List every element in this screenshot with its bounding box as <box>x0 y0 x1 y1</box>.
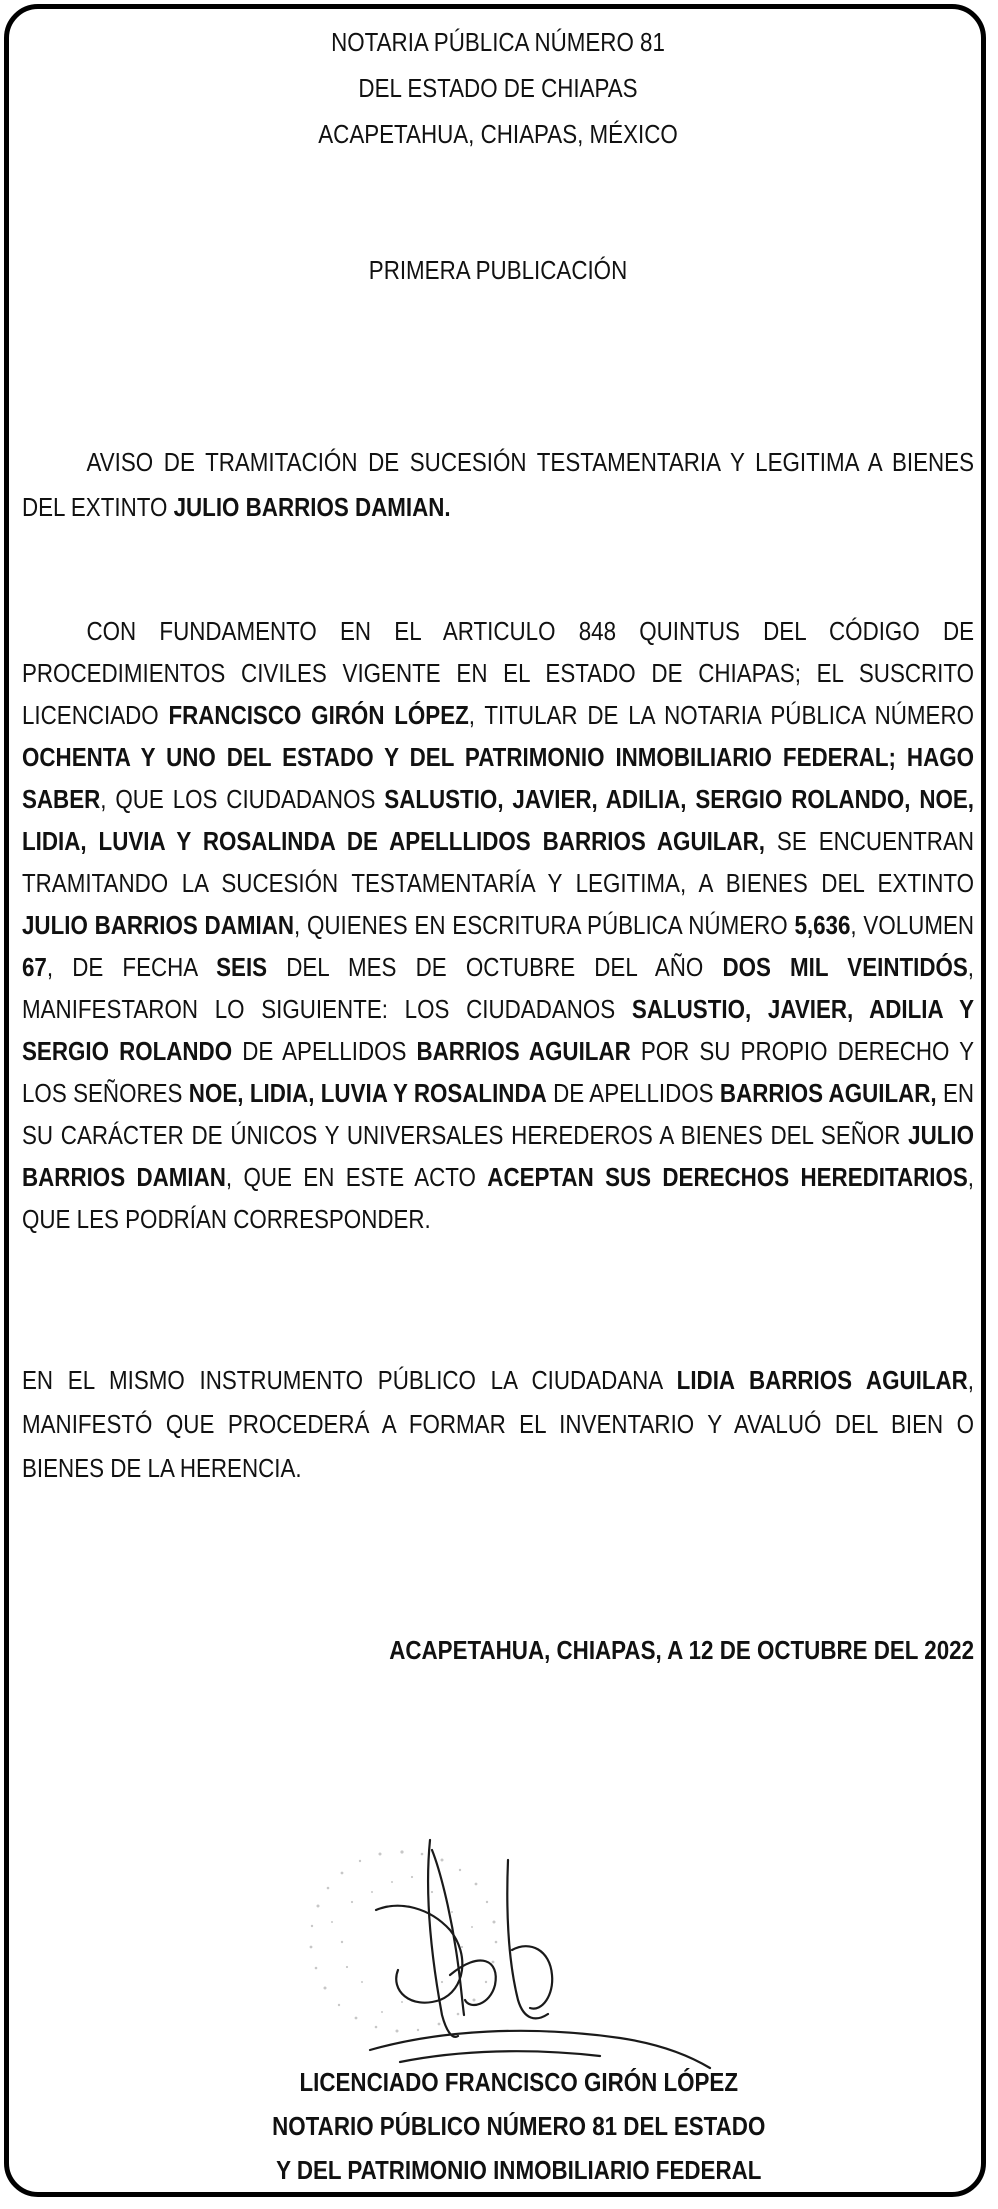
notice-body <box>22 20 974 1672</box>
p1-bold-5: 5,636 <box>794 910 851 940</box>
notary-header <box>22 20 974 158</box>
p1-text-1: CON FUNDAMENTO EN EL ARTICULO 848 QUINTUS DEL CÓDIGO DE PROCEDIMIENTOS CIVILES VIGENTE EN EL ESTADO DE CHIAPAS; EL SUSCRITO LICENCIADO <box>22 616 975 730</box>
publication-title: PRIMERA PUBLICACIÓN <box>368 255 628 285</box>
paragraph-inventory <box>22 1358 974 1490</box>
p2-text-2: , MANIFESTÓ QUE PROCEDERÁ A FORMAR EL INVENTARIO Y AVALUÓ DEL BIEN O BIENES DE LA HERENCIA. <box>22 1365 975 1483</box>
p2-bold-1: LIDIA BARRIOS AGUILAR <box>676 1365 968 1395</box>
p1-bold-12: BARRIOS AGUILAR, <box>719 1078 937 1108</box>
p1-bold-1: FRANCISCO GIRÓN LÓPEZ <box>168 700 469 730</box>
signer-title-2: Y DEL PATRIMONIO INMOBILIARIO FEDERAL <box>276 2155 762 2185</box>
p1-text-15: , QUE LES PODRÍAN CORRESPONDER. <box>22 1162 975 1234</box>
p1-text-9: , MANIFESTARON LO SIGUIENTE: LOS CIUDADANOS <box>22 952 975 1024</box>
signer-title-1: NOTARIO PÚBLICO NÚMERO 81 DEL ESTADO <box>272 2111 766 2141</box>
p1-text-13: EN SU CARÁCTER DE ÚNICOS Y UNIVERSALES HEREDEROS A BIENES DEL SEÑOR <box>22 1078 975 1150</box>
p1-bold-10: BARRIOS AGUILAR <box>416 1036 631 1066</box>
p1-text-3: , QUE LOS CIUDADANOS <box>100 784 385 814</box>
notice-subject-text: AVISO DE TRAMITACIÓN DE SUCESIÓN TESTAMENTARIA Y LEGITIMA A BIENES DEL EXTINTO <box>22 447 975 522</box>
p1-text-7: , DE FECHA <box>46 952 217 982</box>
paragraph-legal-basis <box>22 610 974 1240</box>
signer-lines <box>272 2060 765 2192</box>
p1-text-12: DE APELLIDOS <box>546 1078 720 1108</box>
p1-text-14: , QUE EN ESTE ACTO <box>225 1162 488 1192</box>
p1-bold-2: OCHENTA Y UNO DEL ESTADO Y DEL PATRIMONIO INMOBILIARIO FEDERAL; HAGO SABER <box>22 742 975 814</box>
p1-bold-8: DOS MIL VEINTIDÓS <box>722 952 968 982</box>
p1-bold-13: JULIO BARRIOS DAMIAN <box>22 1120 975 1192</box>
p1-text-5: , QUIENES EN ESCRITURA PÚBLICA NÚMERO <box>293 910 795 940</box>
p1-bold-14: ACEPTAN SUS DERECHOS HEREDITARIOS <box>487 1162 968 1192</box>
p1-bold-9: SALUSTIO, JAVIER, ADILIA Y SERGIO ROLANDO <box>22 994 975 1066</box>
p1-bold-6: 67 <box>22 952 47 982</box>
p2-text-1: EN EL MISMO INSTRUMENTO PÚBLICO LA CIUDADANA <box>22 1365 677 1395</box>
p1-text-8: DEL MES DE OCTUBRE DEL AÑO <box>267 952 723 982</box>
p1-bold-4: JULIO BARRIOS DAMIAN <box>22 910 294 940</box>
p1-text-10: DE APELLIDOS <box>232 1036 417 1066</box>
p1-text-2: , TITULAR DE LA NOTARIA PÚBLICA NÚMERO <box>468 700 975 730</box>
p1-bold-7: SEIS <box>216 952 268 982</box>
place-and-date: ACAPETAHUA, CHIAPAS, A 12 DE OCTUBRE DEL 2022 <box>389 1635 975 1665</box>
header-line-1: NOTARIA PÚBLICA NÚMERO 81 <box>331 27 665 57</box>
signature-image <box>280 1800 740 2100</box>
signer-name: LICENCIADO FRANCISCO GIRÓN LÓPEZ <box>299 2067 739 2097</box>
header-line-3: ACAPETAHUA, CHIAPAS, MÉXICO <box>318 119 678 149</box>
p1-bold-3: SALUSTIO, JAVIER, ADILIA, SERGIO ROLANDO, NOE, LIDIA, LUVIA Y ROSALINDA DE APELLLIDOS BARRIOS AGUILAR, <box>22 784 975 856</box>
header-line-2: DEL ESTADO DE CHIAPAS <box>358 73 638 103</box>
deceased-name: JULIO BARRIOS DAMIAN. <box>173 492 451 522</box>
p1-text-11: POR SU PROPIO DERECHO Y LOS SEÑORES <box>22 1036 975 1108</box>
p1-text-4: SE ENCUENTRAN TRAMITANDO LA SUCESIÓN TESTAMENTARÍA Y LEGITIMA, A BIENES DEL EXTINTO <box>22 826 975 898</box>
p1-text-6: , VOLUMEN <box>850 910 975 940</box>
notice-subject <box>22 440 974 530</box>
signer-block <box>0 2060 998 2192</box>
p1-bold-11: NOE, LIDIA, LUVIA Y ROSALINDA <box>188 1078 547 1108</box>
